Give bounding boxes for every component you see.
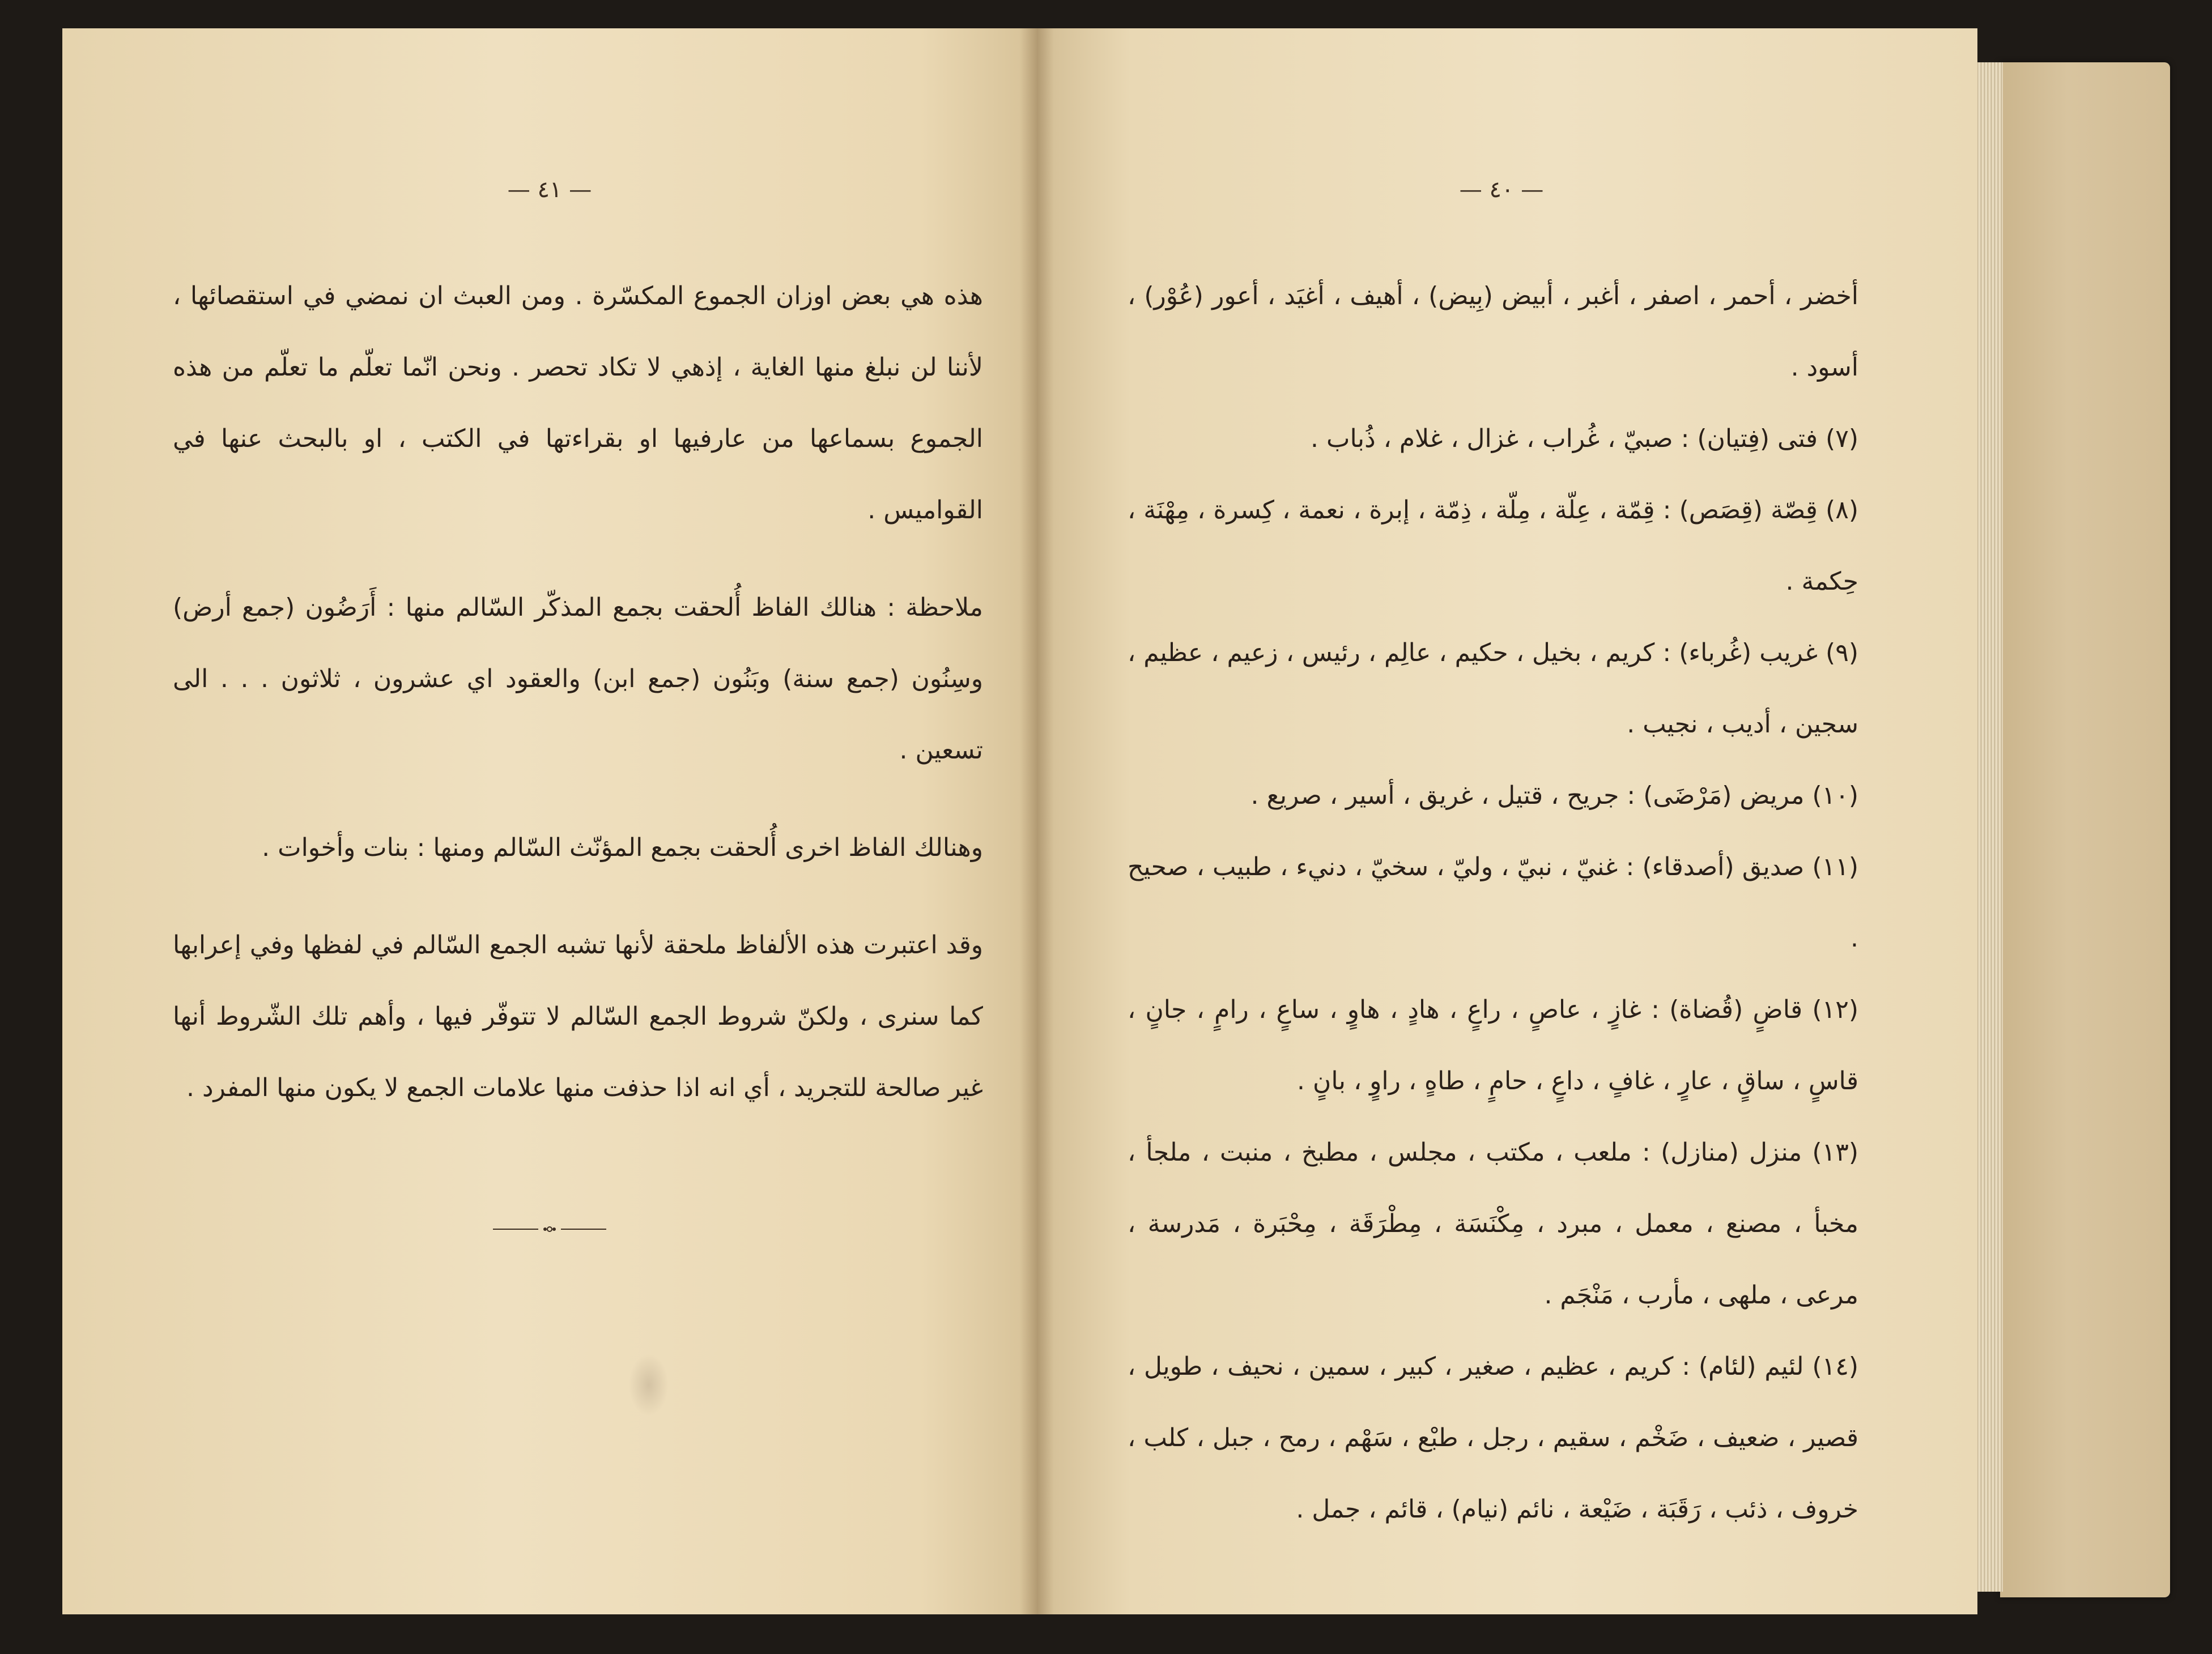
page-number: — ٤٠ — (1459, 177, 1544, 203)
word-list-10: (١٠) مريض (مَرْضَى) : جريح ، قتيل ، غريق ، أسير ، صريع . (1250, 781, 1858, 810)
word-list-7: (٧) فتى (فِتيان) : صبيّ ، غُراب ، غزال ، غلام ، ذُباب . (1311, 424, 1858, 453)
left-page (62, 28, 1037, 1614)
paragraph-intro: هذه هي بعض اوزان الجموع المكسّرة . ومن العبث ان نمضي في استقصائها ، لأننا لن نبلغ منها الغاية ، إذهي لا تكاد تحصر . ونحن انّما تعلّم ما تعلّم من هذه الجموع بسماعها من عارفيها او بقراءتها في الكتب ، او بالبحث عنها في القواميس . (173, 282, 983, 525)
word-list-8: (٨) قِصّة (قِصَص) : قِمّة ، عِلّة ، مِلّة ، ذِمّة ، إبرة ، نعمة ، كِسرة ، مِهْنَة ، حِكمة . (1128, 496, 1858, 596)
ornament-divider (493, 1224, 606, 1235)
word-list-14: (١٤) لئيم (لئام) : كريم ، عظيم ، صغير ، كبير ، سمين ، نحيف ، طويل ، قصير ، ضعيف ، ضَخْم ، سقيم ، رجل ، طبْع ، سَهْم ، رمح ، جبل ، كلب ، خروف ، ذئب ، رَقَبَة ، ضَيْعة ، نائم (نيام) ، قائم ، جمل . (1128, 1352, 1858, 1524)
word-list-9: (٩) غريب (غُرباء) : كريم ، بخيل ، حكيم ، عالِم ، رئيس ، زعيم ، عظيم ، سجين ، أديب ، نجيب . (1128, 638, 1858, 739)
right-page-text (1128, 261, 1858, 1545)
paragraph-explanation: وقد اعتبرت هذه الألفاظ ملحقة لأنها تشبه الجمع السّالم في لفظها وفي إعرابها كما سنرى ، ولكنّ شروط الجمع السّالم لا تتوفّر فيها ، وأهم تلك الشّروط أنها غير صالحة للتجريد ، أي انه اذا حذفت منها علامات الجمع لا يكون منها المفرد . (173, 931, 983, 1102)
paragraph-note: ملاحظة : هنالك الفاظ أُلحقت بجمع المذكّر السّالم منها : أَرَضُون (جمع أرض) وسِنُون (جمع سنة) وبَنُون (جمع ابن) والعقود اي عشرون ، ثلاثون . . . الى تسعين . (173, 593, 983, 765)
fingerprint-smudge (629, 1354, 669, 1416)
right-page (1037, 28, 1977, 1614)
page-number: — ٤١ — (507, 177, 592, 203)
word-list-13: (١٣) منزل (منازل) : ملعب ، مكتب ، مجلس ، مطبخ ، منبت ، ملجأ ، مخبأ ، مصنع ، معمل ، مبرد ، مِكْنَسَة ، مِطْرَقَة ، مِحْبَرة ، مَدرسة ، مرعى ، ملهى ، مأرب ، مَنْجَم . (1128, 1138, 1858, 1310)
book-gutter (1020, 28, 1054, 1614)
word-list-colors: أخضر ، أحمر ، اصفر ، أغبر ، أبيض (بِيض) ، أهيف ، أغيَد ، أعور (عُوْر) ، أسود . (1128, 282, 1858, 382)
word-list-11: (١١) صديق (أصدقاء) : غنيّ ، نبيّ ، وليّ ، سخيّ ، دنيء ، طبيب ، صحيح . (1128, 852, 1858, 953)
left-page-text (173, 261, 983, 1124)
book-back-cover (2000, 62, 2170, 1597)
paragraph-feminine: وهنالك الفاظ اخرى أُلحقت بجمع المؤنّث السّالم ومنها : بنات وأخوات . (262, 833, 983, 862)
word-list-12: (١٢) قاضٍ (قُضاة) : غازٍ ، عاصٍ ، راعٍ ، هادٍ ، هاوٍ ، ساعٍ ، رامٍ ، جانٍ ، قاسٍ ، ساقٍ ، عارٍ ، غافٍ ، داعٍ ، حامٍ ، طاهٍ ، راوٍ ، بانٍ . (1128, 995, 1858, 1095)
